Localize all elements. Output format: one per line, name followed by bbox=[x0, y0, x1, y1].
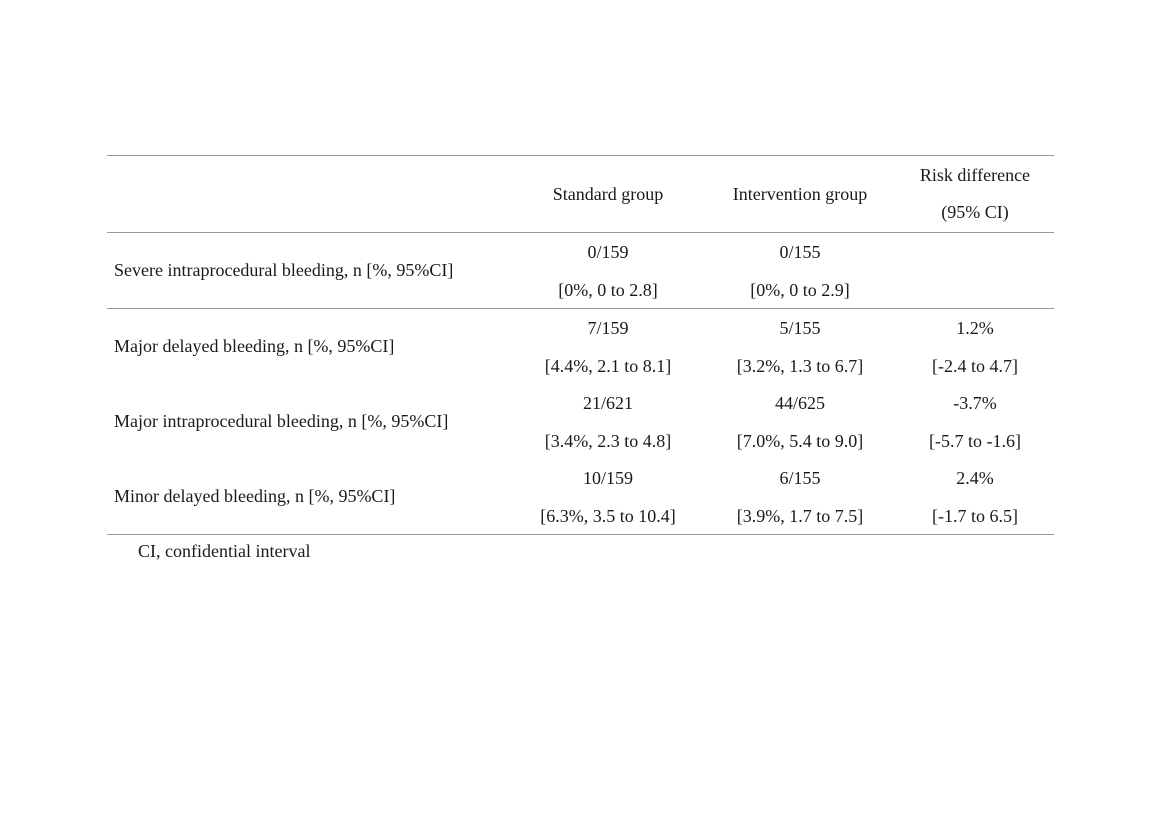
intervention-cell bbox=[704, 317, 896, 377]
standard-cell bbox=[512, 467, 704, 527]
header-risk-line2: (95% CI) bbox=[941, 202, 1009, 222]
risk-ci: [-1.7 to 6.5] bbox=[932, 505, 1018, 526]
standard-count: 7/159 bbox=[587, 317, 629, 338]
standard-ci: [4.4%, 2.1 to 8.1] bbox=[544, 355, 672, 376]
risk-cell bbox=[896, 317, 1054, 377]
standard-count: 0/159 bbox=[587, 241, 629, 262]
intervention-cell bbox=[704, 241, 896, 301]
intervention-ci: [3.2%, 1.3 to 6.7] bbox=[736, 355, 864, 376]
row-label: Minor delayed bleeding, n [%, 95%CI] bbox=[114, 486, 396, 506]
table-footnote: CI, confidential interval bbox=[138, 541, 311, 561]
standard-count: 10/159 bbox=[582, 467, 633, 488]
header-risk-line1: Risk difference bbox=[919, 165, 1031, 185]
table-row bbox=[107, 309, 1054, 384]
table-header-row bbox=[107, 156, 1054, 233]
row-label: Severe intraprocedural bleeding, n [%, 95%CI] bbox=[114, 260, 454, 280]
results-table bbox=[107, 155, 1054, 535]
intervention-count: 6/155 bbox=[779, 467, 821, 488]
row-label: Major delayed bleeding, n [%, 95%CI] bbox=[114, 336, 395, 356]
table-row bbox=[107, 384, 1054, 459]
standard-ci: [6.3%, 3.5 to 10.4] bbox=[540, 505, 676, 526]
risk-value: -3.7% bbox=[953, 392, 997, 413]
intervention-cell bbox=[704, 392, 896, 452]
risk-ci: [-2.4 to 4.7] bbox=[932, 355, 1018, 376]
standard-ci: [3.4%, 2.3 to 4.8] bbox=[544, 430, 672, 451]
risk-ci: [-5.7 to -1.6] bbox=[929, 430, 1021, 451]
header-intervention-group: Intervention group bbox=[732, 183, 868, 204]
intervention-cell bbox=[704, 467, 896, 527]
intervention-ci: [3.9%, 1.7 to 7.5] bbox=[736, 505, 864, 526]
header-risk-difference bbox=[896, 157, 1054, 231]
intervention-count: 44/625 bbox=[774, 392, 825, 413]
risk-cell bbox=[896, 467, 1054, 527]
table-row bbox=[107, 233, 1054, 309]
risk-value: 1.2% bbox=[956, 317, 994, 338]
standard-ci: [0%, 0 to 2.8] bbox=[558, 279, 658, 300]
header-standard-group: Standard group bbox=[552, 183, 664, 204]
intervention-count: 0/155 bbox=[779, 241, 821, 262]
standard-count: 21/621 bbox=[582, 392, 633, 413]
standard-cell bbox=[512, 317, 704, 377]
row-label: Major intraprocedural bleeding, n [%, 95%CI] bbox=[114, 411, 449, 431]
standard-cell bbox=[512, 241, 704, 301]
intervention-count: 5/155 bbox=[779, 317, 821, 338]
intervention-ci: [0%, 0 to 2.9] bbox=[750, 279, 850, 300]
risk-cell bbox=[896, 392, 1054, 452]
risk-cell bbox=[896, 241, 1054, 301]
risk-value: 2.4% bbox=[956, 467, 994, 488]
intervention-ci: [7.0%, 5.4 to 9.0] bbox=[736, 430, 864, 451]
standard-cell bbox=[512, 392, 704, 452]
table-row bbox=[107, 459, 1054, 534]
